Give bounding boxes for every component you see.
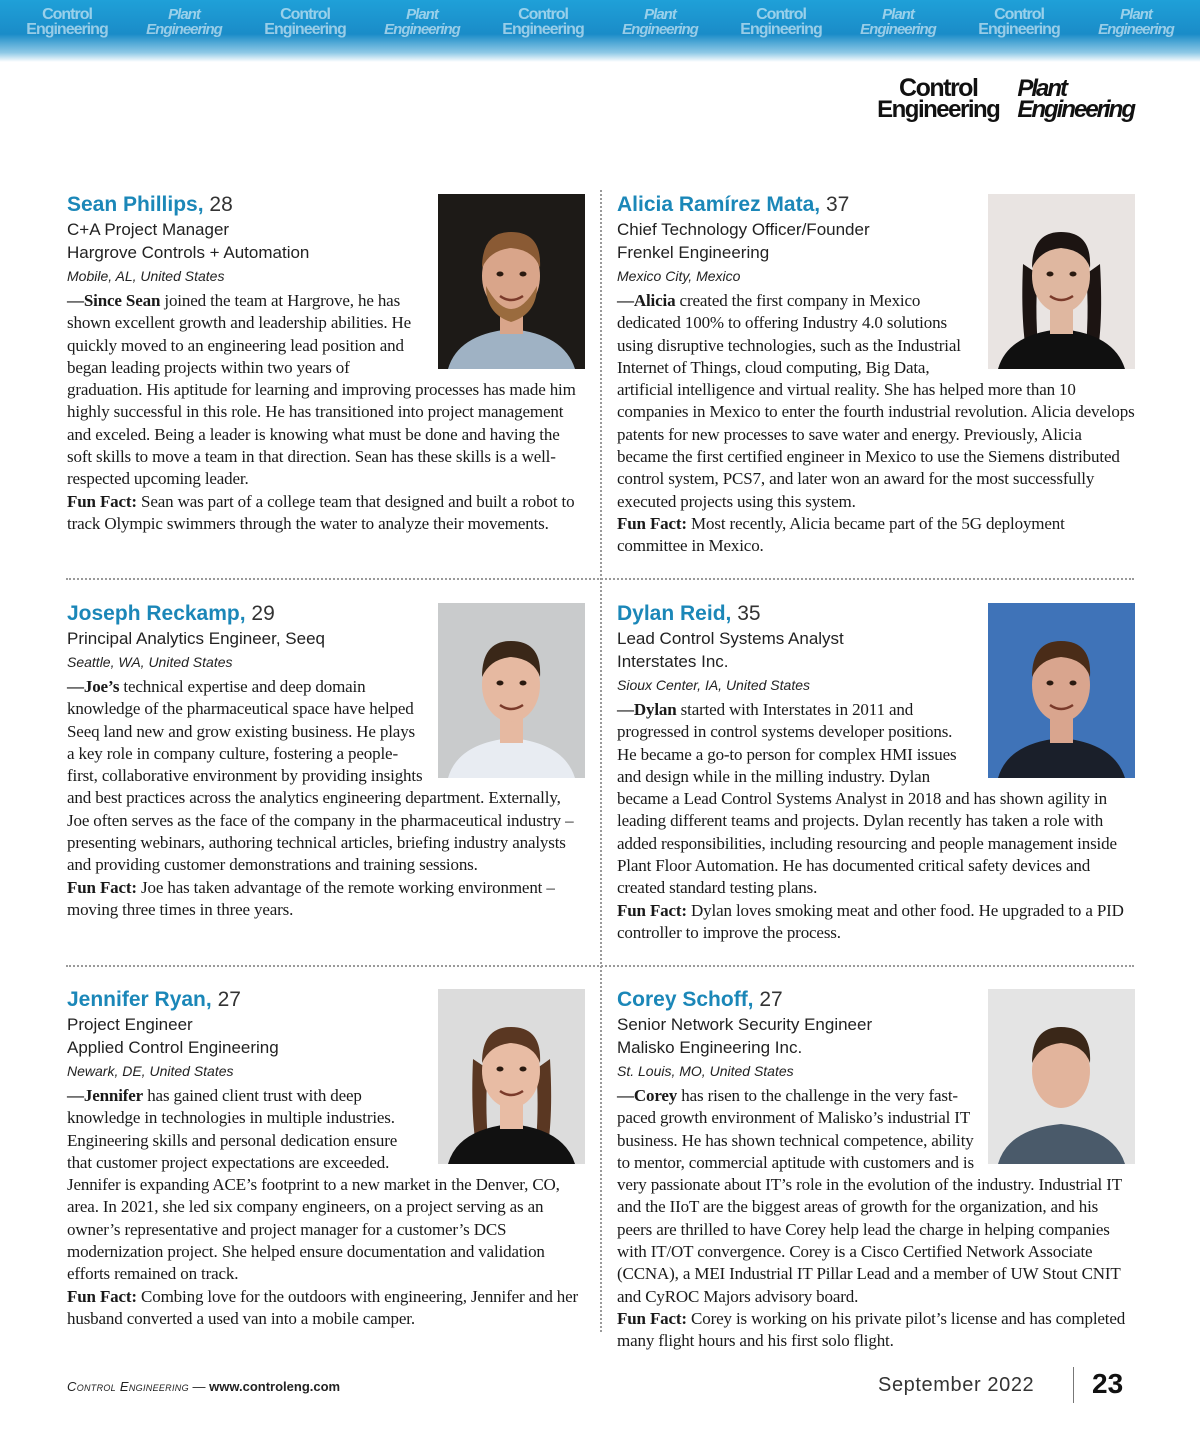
job-title-line: Interstates Inc. [617,652,729,671]
job-title-line: C+A Project Manager [67,220,230,239]
fun-fact-label: Fun Fact: [67,1286,137,1306]
bio-text: started with Interstates in 2011 and progressed in control systems developer positions. He became a go-to person for complex HMI issues and design while in the milling industry. Dylan became a Lead Control Systems Analyst in 2018 and has shown agility in leading different teams and projects. Dylan recently has taken a role with added responsibilities, including resourcing and people management inside Plant Floor Automation. He has documented critical safety devices and created standard testing plans. [617,700,1117,898]
fun-fact [67,1286,585,1331]
job-title-line: Project Engineer [67,1015,193,1034]
profile-location: Newark, DE, United States [67,1063,234,1079]
fun-fact-label: Fun Fact: [617,1308,687,1328]
portrait-photo [988,989,1135,1164]
bio-text: has gained client trust with deep knowledge in technologies in multiple industries. Engineering skills and personal dedication ensure that customer project expectations are exceeded. Jennifer is expanding ACE’s footprint to a new market in the Denver, CO, area. In 2021, she led six company engineers, on a project serving as an owner’s representative and project manager for a customer’s DCS modernization project. She helped ensure documentation and validation efforts remained on track. [67,1086,560,1284]
profile-age: 27 [759,988,783,1011]
job-title-line: Chief Technology Officer/Founder [617,220,870,239]
job-title-line: Lead Control Systems Analyst [617,629,844,648]
banner-control-engineering-logo: Control Engineering [502,6,584,38]
footer-url-link[interactable]: www.controleng.com [209,1379,341,1394]
bio-text: joined the team at Hargrove, he has shown excellent growth and leadership abilities. He quickly moved to an engineering lead position and began leading projects within two years of graduation. His aptitude for learning and improving processes has made him highly successful in this role. He has transitioned into project management and exceled. Being a leader is knowing what must be done and having the soft skills to move a team in that direction. Sean has these skills is a well-respected upcoming leader. [67,291,576,489]
job-title-line: Applied Control Engineering [67,1038,279,1057]
profile-name: Jennifer Ryan, [67,988,212,1011]
fun-fact-label: Fun Fact: [617,513,687,533]
profile-name: Sean Phillips, [67,193,204,216]
fun-fact [67,491,585,536]
profile-location: Sioux Center, IA, United States [617,677,810,693]
profile-location: Mexico City, Mexico [617,268,741,284]
banner-plant-engineering-logo: Plant Engineering [384,6,460,38]
profile-age: 35 [737,602,761,625]
banner-plant-engineering-logo: Plant Engineering [860,6,936,38]
profile-card [617,601,1135,944]
banner-control-engineering-logo: Control Engineering [740,6,822,38]
fun-fact-text: Dylan loves smoking meat and other food. He upgraded to a PID controller to improve the process. [617,900,1124,942]
bio-text: technical expertise and deep domain knowledge of the pharmaceutical space have helped Seeq land new and grow existing business. He plays a key role in company culture, fostering a people-first, collaborative environment by providing insights and best practices across the analytics engineering department. Externally, Joe often serves as the face of the company in the pharmaceutical industry – presenting webinars, authoring technical articles, briefing industry analysts and providing customer demonstrations and training sessions. [67,677,574,875]
profile-age: 27 [217,988,241,1011]
page-number: 23 [1092,1368,1124,1399]
bio-lead: —Corey [617,1086,678,1105]
banner-plant-engineering-logo: Plant Engineering [146,6,222,38]
job-title-line: Hargrove Controls + Automation [67,243,310,262]
bio-text: has risen to the challenge in the very fast-paced growth environment of Malisko’s industrial IT business. He has shown technical competence, ability to mentor, commercial aptitude with customers and is very passionate about IT’s role in the evolution of the industry. Industrial IT and the IIoT are the biggest areas of growth for the organization, and his peers are thrilled to have Corey help lead the charge in helping companies with IT/OT convergence. Corey is a Cisco Certified Network Associate (CCNA), a MEI Industrial IT Pillar Lead and a member of UW Stout CNIT and CyROC Majors advisory board. [617,1086,1122,1306]
profile-card [67,601,585,921]
bio-lead: —Alicia [617,291,676,310]
job-title-line: Malisko Engineering Inc. [617,1038,803,1057]
column-divider [600,190,602,1332]
portrait-photo [438,603,585,778]
banner-control-engineering-logo: Control Engineering [264,6,346,38]
bio-lead: —Jennifer [67,1086,144,1105]
portrait-photo [438,194,585,369]
row-divider [66,578,1134,580]
banner-control-engineering-logo: Control Engineering [978,6,1060,38]
profile-card [67,987,585,1330]
portrait-photo [438,989,585,1164]
bio-lead: —Joe’s [67,677,120,696]
profile-card [617,192,1135,558]
profile-age: 37 [825,193,850,216]
banner-control-engineering-logo: Control Engineering [26,6,108,38]
bio-lead: —Dylan [617,700,677,719]
control-engineering-logo: Control Engineering [877,74,1000,123]
header-logos [877,74,1134,123]
profile-location: Mobile, AL, United States [67,268,225,284]
fun-fact [617,1308,1135,1353]
fun-fact-text: Most recently, Alicia became part of the 5G deployment committee in Mexico. [617,513,1065,556]
fun-fact-label: Fun Fact: [67,491,137,511]
fun-fact [67,877,585,922]
fun-fact-text: Sean was part of a college team that designed and built a robot to track Olympic swimmers through the water to analyze their movements. [67,491,575,533]
footer-publication: Control Engineering — www.controleng.com [67,1379,341,1394]
bio-lead: —Since Sean [67,291,161,310]
profile-name: Joseph Reckamp, [67,602,246,625]
fun-fact [617,900,1135,945]
fun-fact-text: Combing love for the outdoors with engineering, Jennifer and her husband converted a used van into a mobile camper. [67,1286,579,1328]
profile-name: Corey Schoff, [617,988,754,1011]
profile-name: Alicia Ramírez Mata, [617,193,821,216]
profile-name: Dylan Reid, [617,602,732,625]
plant-engineering-logo: Plant Engineering [1017,75,1134,123]
profile-card [617,987,1135,1353]
fun-fact-text: Joe has taken advantage of the remote working environment – moving three times in three years. [67,877,555,919]
footer-separator [1073,1367,1074,1403]
fun-fact [617,513,1135,558]
fun-fact-text: Corey is working on his private pilot’s license and has completed many flight hours and his first solo flight. [617,1308,1126,1351]
banner-plant-engineering-logo: Plant Engineering [622,6,698,38]
profile-age: 28 [209,193,233,216]
top-banner [0,0,1200,62]
job-title-line: Senior Network Security Engineer [617,1015,873,1034]
profile-card [67,192,585,535]
banner-plant-engineering-logo: Plant Engineering [1098,6,1174,38]
footer-date: September 2022 [878,1374,1035,1396]
profile-location: Seattle, WA, United States [67,654,233,670]
profile-location: St. Louis, MO, United States [617,1063,794,1079]
portrait-photo [988,603,1135,778]
fun-fact-label: Fun Fact: [67,877,137,897]
profile-age: 29 [251,602,275,625]
job-title-line: Principal Analytics Engineer, Seeq [67,629,325,648]
bio-text: created the first company in Mexico dedicated 100% to offering Industry 4.0 solutions using disruptive technologies, such as the Industrial Internet of Things, cloud computing, Big Data, artificial intelligence and virtual reality. She has helped more than 10 companies in Mexico to enter the fourth industrial revolution. Alicia develops patents for new processes to save water and energy. Previously, Alicia became the first certified engineer in Mexico to use the Siemens distributed control system, PCS7, and later won an award for the most successfully executed projects using this system. [617,291,1135,511]
portrait-photo [988,194,1135,369]
job-title-line: Frenkel Engineering [617,243,770,262]
row-divider [66,965,1134,967]
fun-fact-label: Fun Fact: [617,900,687,920]
